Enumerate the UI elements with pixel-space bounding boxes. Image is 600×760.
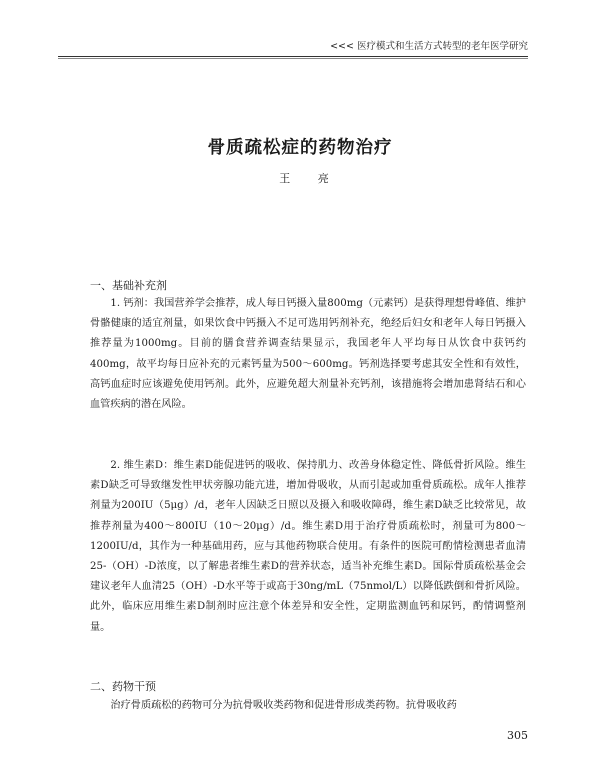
article-author: 王 亮 [279, 172, 341, 185]
section-heading-basic-supplements: 一、基础补充剂 [90, 279, 167, 292]
paragraph-vitamin-d: 2. 维生素D：维生素D能促进钙的吸收、保持肌力、改善身体稳定性、降低骨折风险。维生素D缺乏可导致继发性甲状旁腺功能亢进，增加骨吸收，从而引起或加重骨质疏松。成年人推荐剂量为200IU（5μg）/d，老年人因缺乏日照以及摄入和吸收障碍，维生素D缺乏比较常见，故推荐剂量为400～800IU（10～20μg）/d。维生素D用于治疗骨质疏松时，剂量可为800～1200IU/d，其作为一种基础用药，应与其他药物联合使用。有条件的医院可酌情检测患者血清25-（OH）-D浓度，以了解患者维生素D的营养状态，适当补充维生素D。国际骨质疏松基金会建议老年人血清25（OH）-D水平等于或高于30ng/mL（75nmol/L）以降低跌倒和骨折风险。此外，临床应用维生素D制剂时应注意个体差异和安全性，定期监测血钙和尿钙，酌情调整剂量。 [90, 460, 526, 633]
header-rule [58, 56, 528, 57]
header-rule-thin [58, 58, 528, 59]
paragraph-calcium: 1. 钙剂：我国营养学会推荐，成人每日钙摄入量800mg（元素钙）是获得理想骨峰值、维护骨骼健康的适宜剂量，如果饮食中钙摄入不足可选用钙剂补充，绝经后妇女和老年人每日钙摄入推荐量为1000mg。目前的膳食营养调查结果显示，我国老年人平均每日从饮食中获钙约400mg，故平均每日应补充的元素钙量为500～600mg。钙剂选择要考虑其安全性和有效性，高钙血症时应该避免使用钙剂。此外，应避免超大剂量补充钙剂，该措施将会增加患肾结石和心血管疾病的潜在风险。 [90, 298, 526, 411]
article-title: 骨质疏松症的药物治疗 [207, 138, 393, 158]
section-heading-drug-intervention: 二、药物干预 [90, 680, 156, 693]
running-header: <<< 医疗模式和生活方式转型的老年医学研究 [330, 41, 528, 52]
paragraph-drug-intervention: 治疗骨质疏松的药物可分为抗骨吸收类药物和促进骨形成类药物。抗骨吸收药 [110, 700, 457, 711]
page-number: 305 [507, 729, 528, 742]
